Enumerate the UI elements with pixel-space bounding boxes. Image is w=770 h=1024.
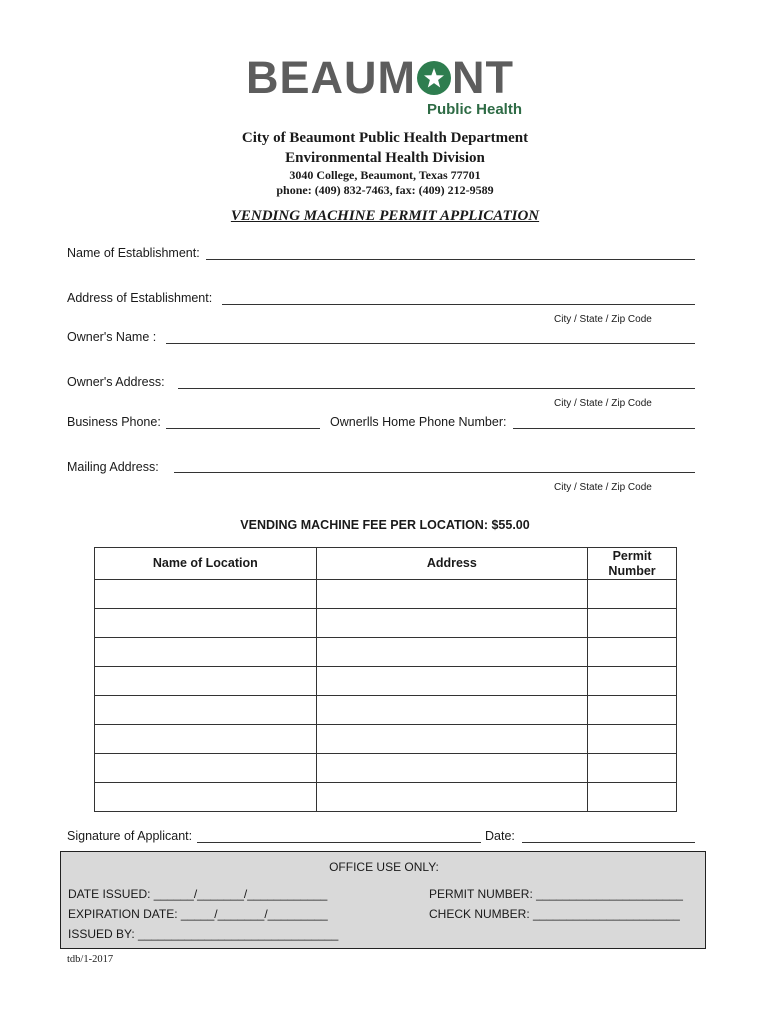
owner-address-field[interactable] xyxy=(178,388,695,389)
permit-number-cell[interactable] xyxy=(588,667,677,696)
city-state-zip-hint: City / State / Zip Code xyxy=(554,314,652,325)
date-label: Date: xyxy=(485,829,515,843)
owner-home-phone-field[interactable] xyxy=(513,428,695,429)
location-cell[interactable] xyxy=(95,638,317,667)
department-address: 3040 College, Beaumont, Texas 77701 xyxy=(289,168,481,182)
location-cell[interactable] xyxy=(95,754,317,783)
column-header-address: Address xyxy=(316,548,587,580)
form-title: VENDING MACHINE PERMIT APPLICATION xyxy=(230,208,540,224)
logo-word-left: BEAUM xyxy=(246,52,416,103)
owner-name-label: Owner's Name : xyxy=(67,330,157,344)
location-cell[interactable] xyxy=(95,783,317,812)
permit-number-cell[interactable] xyxy=(588,754,677,783)
check-number-field[interactable]: CHECK NUMBER: ______________________ xyxy=(429,907,680,921)
locations-table xyxy=(94,547,677,812)
mailing-address-field[interactable] xyxy=(174,472,695,473)
permit-number-cell[interactable] xyxy=(588,609,677,638)
location-cell[interactable] xyxy=(95,580,317,609)
star-icon xyxy=(417,61,451,95)
table-row xyxy=(95,725,677,754)
location-cell[interactable] xyxy=(95,725,317,754)
date-issued-field[interactable]: DATE ISSUED: ______/_______/____________ xyxy=(68,887,328,901)
location-cell[interactable] xyxy=(95,696,317,725)
expiration-date-field[interactable]: EXPIRATION DATE: _____/_______/_________ xyxy=(68,907,328,921)
permit-number-cell[interactable] xyxy=(588,580,677,609)
table-row xyxy=(95,638,677,667)
address-cell[interactable] xyxy=(316,783,587,812)
issued-by-field[interactable]: ISSUED BY: ______________________________ xyxy=(68,927,339,941)
logo-word-right: NT xyxy=(452,52,514,103)
owner-address-label: Owner's Address: xyxy=(67,375,165,389)
address-cell[interactable] xyxy=(316,725,587,754)
establishment-address-field[interactable] xyxy=(222,304,695,305)
division-name: Environmental Health Division xyxy=(285,150,485,166)
address-cell[interactable] xyxy=(316,754,587,783)
table-row xyxy=(95,609,677,638)
establishment-name-field[interactable] xyxy=(206,259,695,260)
owner-home-phone-label: Ownerlls Home Phone Number: xyxy=(330,415,507,429)
date-field[interactable] xyxy=(522,842,695,843)
column-header-location: Name of Location xyxy=(95,548,317,580)
city-state-zip-hint: City / State / Zip Code xyxy=(554,398,652,409)
location-cell[interactable] xyxy=(95,667,317,696)
table-row xyxy=(95,667,677,696)
table-row xyxy=(95,754,677,783)
column-header-permit-number xyxy=(588,548,677,580)
number-label: Number xyxy=(608,563,656,578)
logo-subtitle: Public Health xyxy=(426,101,522,118)
owner-name-field[interactable] xyxy=(166,343,695,344)
establishment-address-label: Address of Establishment: xyxy=(67,291,213,305)
logo-wordmark xyxy=(246,52,514,103)
location-cell[interactable] xyxy=(95,609,317,638)
permit-number-cell[interactable] xyxy=(588,696,677,725)
office-use-box xyxy=(60,851,706,949)
department-name: City of Beaumont Public Health Department xyxy=(241,130,529,146)
address-cell[interactable] xyxy=(316,696,587,725)
establishment-name-label: Name of Establishment: xyxy=(67,246,200,260)
office-use-heading: OFFICE USE ONLY: xyxy=(329,860,439,874)
permit-number-cell[interactable] xyxy=(588,638,677,667)
permit-number-cell[interactable] xyxy=(588,783,677,812)
address-cell[interactable] xyxy=(316,638,587,667)
address-cell[interactable] xyxy=(316,580,587,609)
permit-number-cell[interactable] xyxy=(588,725,677,754)
business-phone-field[interactable] xyxy=(166,428,320,429)
table-row xyxy=(95,580,677,609)
table-row xyxy=(95,783,677,812)
signature-label: Signature of Applicant: xyxy=(67,829,193,843)
revision-code: tdb/1-2017 xyxy=(67,954,114,965)
mailing-address-label: Mailing Address: xyxy=(67,460,159,474)
table-header-row xyxy=(95,548,677,580)
signature-field[interactable] xyxy=(197,842,481,843)
address-cell[interactable] xyxy=(316,667,587,696)
permit-number-field[interactable]: PERMIT NUMBER: ______________________ xyxy=(429,887,683,901)
city-state-zip-hint: City / State / Zip Code xyxy=(554,482,652,493)
beaumont-logo xyxy=(246,52,526,123)
permit-label: Permit xyxy=(612,548,652,563)
department-phone: phone: (409) 832-7463, fax: (409) 212-9589 xyxy=(276,183,494,197)
business-phone-label: Business Phone: xyxy=(67,415,161,429)
address-cell[interactable] xyxy=(316,609,587,638)
fee-heading: VENDING MACHINE FEE PER LOCATION: $55.00 xyxy=(240,518,530,532)
table-row xyxy=(95,696,677,725)
